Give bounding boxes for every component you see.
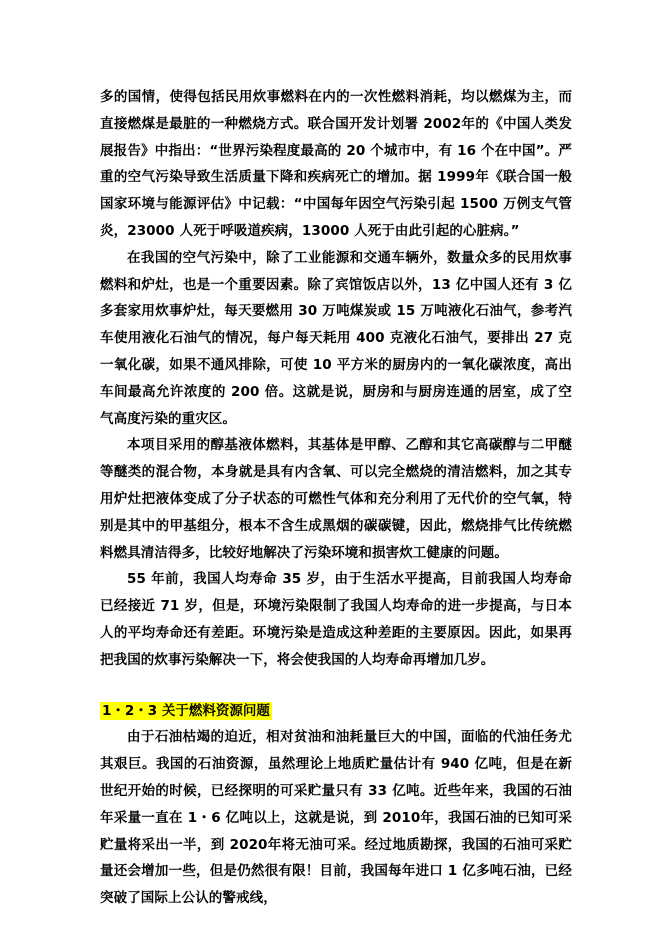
paragraph-air-pollution: 在我国的空气污染中，除了工业能源和交通车辆外，数量众多的民用炊事燃料和炉灶，也是一个重要因素。除了宾馆饭店以外，13 亿中国人还有 3 亿多套家用炊事炉灶，每天要燃用 30 万吨煤炭或 15 万吨液化石油气，参考汽车使用液化石油气的情况，每户每天耗用 400 克液化石油气，要排出 27 克一氧化碳，如果不通风排除，可使 10 平方米的厨房内的一氧化碳浓度，高出车间最高允许浓度的 200 倍。这就是说，厨房和与厨房连通的居室，成了空气高度污染的重灾区。 (100, 249, 572, 427)
section-heading-line (100, 698, 572, 725)
section-heading: 1・2・3 关于燃料资源问题 (102, 702, 270, 719)
document-page (100, 84, 572, 912)
paragraph-life-expectancy: 55 年前，我国人均寿命 35 岁，由于生活水平提高，目前我国人均寿命已经接近 71 岁，但是，环境污染限制了我国人均寿命的进一步提高，与日本人的平均寿命还有差距。环境污染是造成这种差距的主要原因。因此，如果再把我国的炊事污染解决一下，将会使我国的人均寿命再增加几岁。 (100, 571, 572, 668)
paragraph-alcohol-fuel: 本项目采用的醇基液体燃料，其基体是甲醇、乙醇和其它高碳醇与二甲醚等醚类的混合物，本身就是具有内含氧、可以完全燃烧的清洁燃料，加之其专用炉灶把液体变成了分子状态的可燃性气体和充分利用了无代价的空气氧，特别是其中的甲基组分，根本不含生成黑烟的碳碳键，因此，燃烧排气比传统燃料燃具清洁得多，比较好地解决了污染环境和损害炊工健康的问题。 (100, 437, 572, 561)
paragraph-fuel-resources: 由于石油枯竭的迫近，相对贫油和油耗量巨大的中国，面临的代油任务尤其艰巨。我国的石油资源，虽然理论上地质贮量估计有 940 亿吨，但是在新世纪开始的时候，已经探明的可采贮量只有 33 亿吨。近些年来，我国的石油年采量一直在 1・6 亿吨以上，这就是说，到 2010年，我国石油的已知可采贮量将采出一半，到 2020年将无油可采。经过地质勘探，我国的石油可采贮量还会增加一些，但是仍然很有限！目前，我国每年进口 1 亿多吨石油，已经突破了国际上公认的警戒线， (100, 729, 572, 907)
paragraph-continuation: 多的国情，使得包括民用炊事燃料在内的一次性燃料消耗，均以燃煤为主，而直接燃煤是最脏的一种燃烧方式。联合国开发计划署 2002年的《中国人类发展报告》中指出：“世界污染程度最高的 20 个城市中，有 16 个在中国”。严重的空气污染导致生活质量下降和疾病死亡的增加。据 1999年《联合国一般国家环境与能源评估》中记载：“中国每年因空气污染引起 1500 万例支气管炎，23000 人死于呼吸道疾病，13000 人死于由此引起的心脏病。” (100, 89, 572, 239)
